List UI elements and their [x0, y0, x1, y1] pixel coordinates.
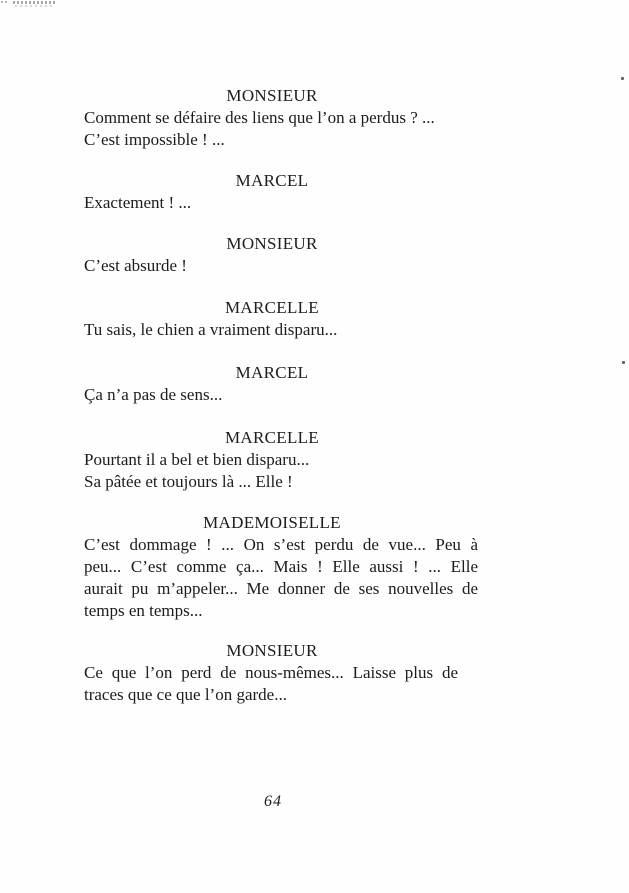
dialogue-line: Ce que l’on perd de nous-mêmes... Laisse plus de — [84, 663, 458, 682]
dialogue-line: Tu sais, le chien a vraiment disparu... — [84, 320, 338, 339]
dialogue-group — [84, 170, 478, 214]
dialogue-line: C’est impossible ! ... — [84, 130, 225, 149]
dialogue-group — [84, 362, 478, 406]
dialogue-group — [84, 297, 478, 341]
dialogue-line: temps en temps... — [84, 601, 203, 620]
scan-noise-speck — [622, 361, 625, 364]
dialogue-group — [84, 640, 458, 706]
dialogue-group — [84, 427, 478, 493]
speaker-name: MARCEL — [235, 363, 309, 382]
speaker-name: MONSIEUR — [226, 86, 318, 105]
dialogue-line: traces que ce que l’on garde... — [84, 685, 287, 704]
speaker-name: MARCELLE — [224, 428, 319, 447]
dialogue-line: Comment se défaire des liens que l’on a perdus ? ... — [84, 108, 435, 127]
dialogue-line: Sa pâtée et toujours là ... Elle ! — [84, 472, 293, 491]
dialogue-line: C’est absurde ! — [84, 256, 187, 275]
speaker-name: MONSIEUR — [226, 641, 318, 660]
speaker-name: MARCELLE — [224, 298, 319, 317]
dialogue-line: peu... C’est comme ça... Mais ! Elle aussi ! ... Elle — [84, 557, 478, 576]
scan-noise-corner-dash — [1, 1, 9, 3]
speaker-name: MARCEL — [235, 171, 309, 190]
dialogue-group — [84, 85, 478, 151]
speaker-name: MONSIEUR — [226, 234, 318, 253]
page-number: 64 — [264, 793, 282, 810]
dialogue-line: aurait pu m’appeler... Me donner de ses nouvelles de — [84, 579, 478, 598]
scan-noise-dashed-line — [13, 1, 57, 4]
speaker-name: MADEMOISELLE — [203, 513, 341, 532]
dialogue-line: C’est dommage ! ... On s’est perdu de vue... Peu à — [84, 535, 478, 554]
dialogue-line: Pourtant il a bel et bien disparu... — [84, 450, 310, 469]
dialogue-line: Ça n’a pas de sens... — [84, 385, 223, 404]
scan-noise-dashed-line-faint — [15, 5, 53, 7]
dialogue-group — [84, 233, 478, 277]
scan-noise-speck — [621, 77, 624, 80]
dialogue-line: Exactement ! ... — [84, 193, 192, 212]
dialogue-group — [84, 512, 478, 622]
